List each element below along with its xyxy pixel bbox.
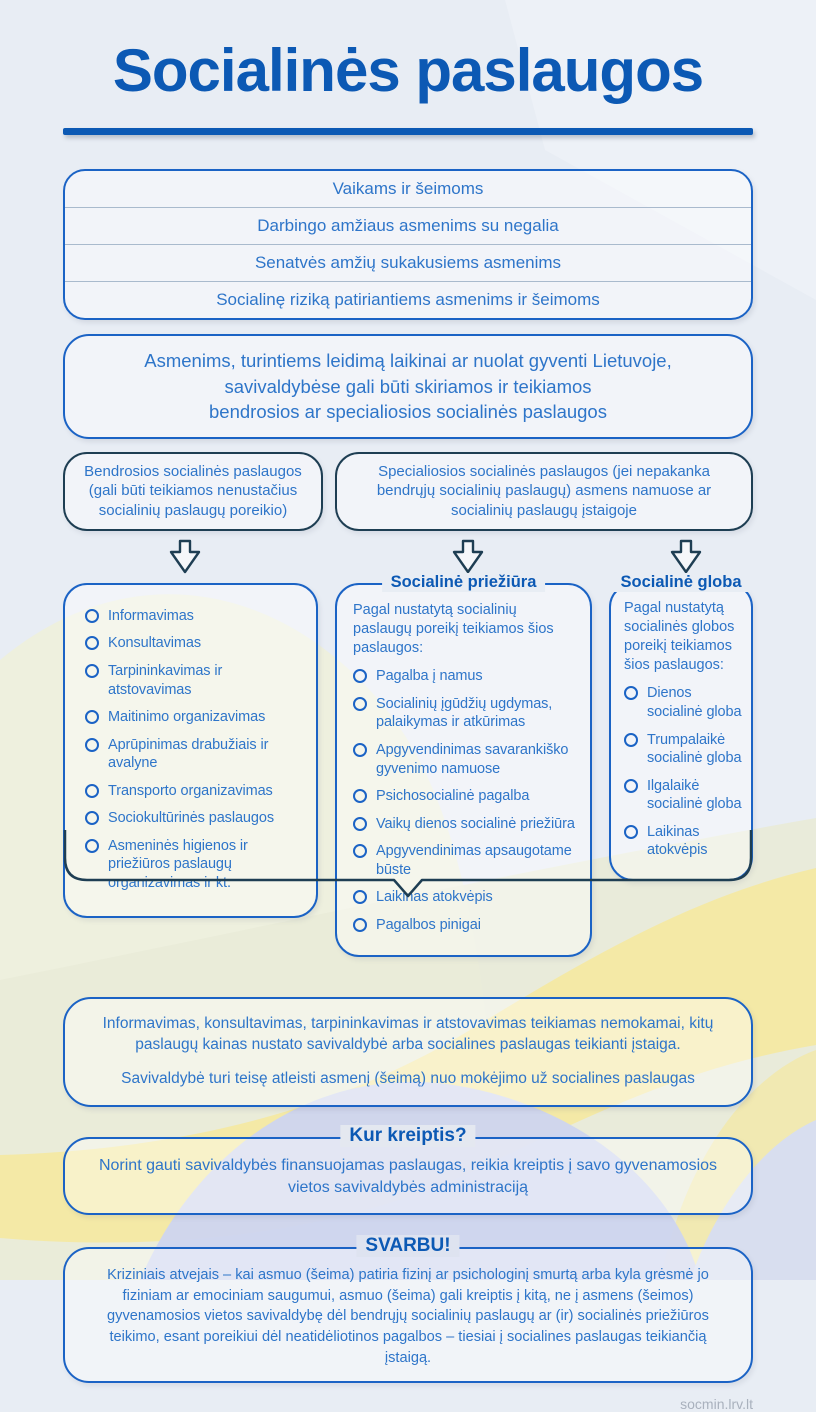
service-type-row (63, 452, 753, 531)
circle-bullet-icon (353, 669, 367, 683)
list-item-label: Laikinas atokvėpis (647, 823, 708, 859)
circle-bullet-icon (85, 738, 99, 752)
audience-row: Socialinę riziką patiriantiems asmenims ir šeimoms (65, 281, 751, 318)
circle-bullet-icon (85, 811, 99, 825)
payment-line: Informavimas, konsultavimas, tarpininkavimas ir atstovavimas teikiamas nemokamai, kitų paslaugų kainas nustato savivaldybė arba socialines paslaugas teikianti įstaiga. (102, 1015, 714, 1054)
social-care-box (335, 572, 592, 957)
where-to-apply-title: Kur kreiptis? (340, 1125, 475, 1147)
list-item-label: Laikinas atokvėpis (376, 889, 493, 906)
list-item-label: Aprūpinimas drabužiais ir avalyne (108, 736, 269, 772)
payment-info-box (63, 997, 753, 1107)
list-item-label: Asmeninės higienos ir priežiūros paslaugų organizavimas ir kt. (108, 837, 248, 891)
social-globa-title: Socialinė globa (611, 573, 750, 592)
list-item (353, 741, 578, 778)
title-underline (63, 128, 753, 135)
circle-bullet-icon (353, 697, 367, 711)
list-item (353, 916, 578, 935)
circle-bullet-icon (624, 733, 638, 747)
list-item (85, 782, 304, 801)
list-item (624, 731, 743, 768)
list-item (624, 823, 743, 860)
list-item-label: Pagalbos pinigai (376, 916, 481, 933)
list-item (85, 607, 304, 626)
list-item-label: Konsultavimas (108, 635, 201, 652)
social-globa-intro: Pagal nustatytą socialinės globos poreikį teikiamos šios paslaugos: (624, 599, 735, 674)
list-item-label: Socialinių įgūdžių ugdymas, palaikymas ir atkūrimas (376, 695, 553, 731)
circle-bullet-icon (353, 743, 367, 757)
list-item (353, 787, 578, 806)
important-box (63, 1234, 753, 1384)
list-item (353, 667, 578, 686)
circle-bullet-icon (353, 918, 367, 932)
list-item (624, 684, 743, 721)
circle-bullet-icon (85, 609, 99, 623)
footer-website: socmin.lrv.lt (680, 1396, 753, 1412)
audience-row: Senatvės amžių sukakusiems asmenims (65, 244, 751, 281)
list-item-label: Sociokultūrinės paslaugos (108, 810, 274, 827)
circle-bullet-icon (85, 664, 99, 678)
list-item (353, 842, 578, 879)
general-services-list-box (63, 583, 318, 918)
audience-row: Vaikams ir šeimoms (332, 179, 484, 198)
circle-bullet-icon (85, 710, 99, 724)
page-title: Socialinės paslaugos (112, 37, 704, 104)
payment-line: Savivaldybė turi teisę atleisti asmenį (šeimą) nuo mokėjimo už socialines paslaugas (121, 1070, 695, 1088)
list-item-label: Tarpininkavimas ir atstovavimas (108, 663, 223, 698)
social-care-list (353, 667, 578, 934)
down-arrow-icon (168, 539, 202, 575)
social-care-title: Socialinė priežiūra (382, 573, 546, 592)
where-to-apply-box (63, 1125, 753, 1215)
general-services-box (63, 452, 323, 531)
down-arrow-icon (669, 539, 703, 575)
list-item-label: Vaikų dienos socialinė priežiūra (376, 815, 575, 832)
list-item (85, 736, 304, 773)
residence-note-box (63, 334, 753, 439)
residence-note-line: Asmenims, turintiems leidimą laikinai ar nuolat gyventi Lietuvoje, (144, 350, 672, 371)
general-services-text: Bendrosios socialinės paslaugos (gali būti teikiamos nenustačius socialinių paslaugų poreikio) (84, 462, 302, 520)
circle-bullet-icon (85, 784, 99, 798)
special-services-text: Specialiosios socialinės paslaugos (jei nepakanka bendrųjų socialinių paslaugų) asmens namuose ar socialinių paslaugų įstaigoje (376, 462, 712, 520)
list-item (85, 708, 304, 727)
list-item-label: Pagalba į namus (376, 668, 483, 685)
list-item-label: Apgyvendinimas apsaugotame būste (376, 843, 572, 878)
social-globa-list (624, 684, 743, 859)
list-item (353, 815, 578, 834)
list-item-label: Trumpalaikė socialinė globa (647, 731, 742, 767)
important-title: SVARBU! (356, 1235, 459, 1257)
circle-bullet-icon (85, 636, 99, 650)
services-columns (63, 572, 753, 957)
circle-bullet-icon (85, 839, 99, 853)
list-item (85, 634, 304, 653)
list-item (85, 837, 304, 893)
circle-bullet-icon (353, 817, 367, 831)
circle-bullet-icon (624, 825, 638, 839)
residence-note-line: savivaldybėse gali būti skiriamos ir teikiamos (224, 375, 592, 397)
list-item (353, 888, 578, 907)
social-globa-box (609, 572, 753, 881)
social-care-intro: Pagal nustatytą socialinių paslaugų poreikį teikiamos šios paslaugos: (353, 601, 554, 657)
circle-bullet-icon (624, 779, 638, 793)
audience-row: Darbingo amžiaus asmenims su negalia (65, 207, 751, 244)
list-item-label: Ilgalaikė socialinė globa (647, 777, 742, 813)
list-item (353, 695, 578, 732)
circle-bullet-icon (353, 844, 367, 858)
list-item-label: Informavimas (108, 607, 194, 624)
list-item (85, 662, 304, 699)
audience-box (63, 169, 753, 320)
list-item (85, 809, 304, 828)
circle-bullet-icon (624, 686, 638, 700)
infographic-root (63, 0, 753, 1412)
down-arrow-icon (451, 539, 485, 575)
list-item-label: Apgyvendinimas savarankiško gyvenimo namuose (376, 741, 569, 777)
list-item-label: Transporto organizavimas (108, 782, 273, 799)
list-item-label: Psichosocialinė pagalba (376, 788, 530, 805)
important-text: Kriziniais atvejais – kai asmuo (šeima) patiria fizinį ar psichologinį smurtą arba kyla grėsmė jo fiziniam ar emociniam saugumui, asmuo (šeima) gali kreiptis į kitą, ne į asmens (šeimos) gyvenamosios vietos savivaldybę dėl bendrųjų socialinių paslaugų ar (ir) socialinės priežiūros teikimo, esant poreikiui dėl neatidėliotinos pagalbos – tiesiai į socialines paslaugas teikiančią įstaigą. (107, 1266, 709, 1366)
circle-bullet-icon (353, 890, 367, 904)
residence-note-line: bendrosios ar specialiosios socialinės paslaugos (209, 401, 607, 423)
list-item (624, 777, 743, 814)
where-to-apply-text: Norint gauti savivaldybės finansuojamas paslaugas, reikia kreiptis į savo gyvenamosios vietos savivaldybės administraciją (98, 1157, 718, 1197)
circle-bullet-icon (353, 789, 367, 803)
special-services-box (335, 452, 753, 531)
general-services-list (85, 607, 304, 893)
list-item-label: Maitinimo organizavimas (108, 709, 266, 726)
list-item-label: Dienos socialinė globa (647, 685, 742, 720)
